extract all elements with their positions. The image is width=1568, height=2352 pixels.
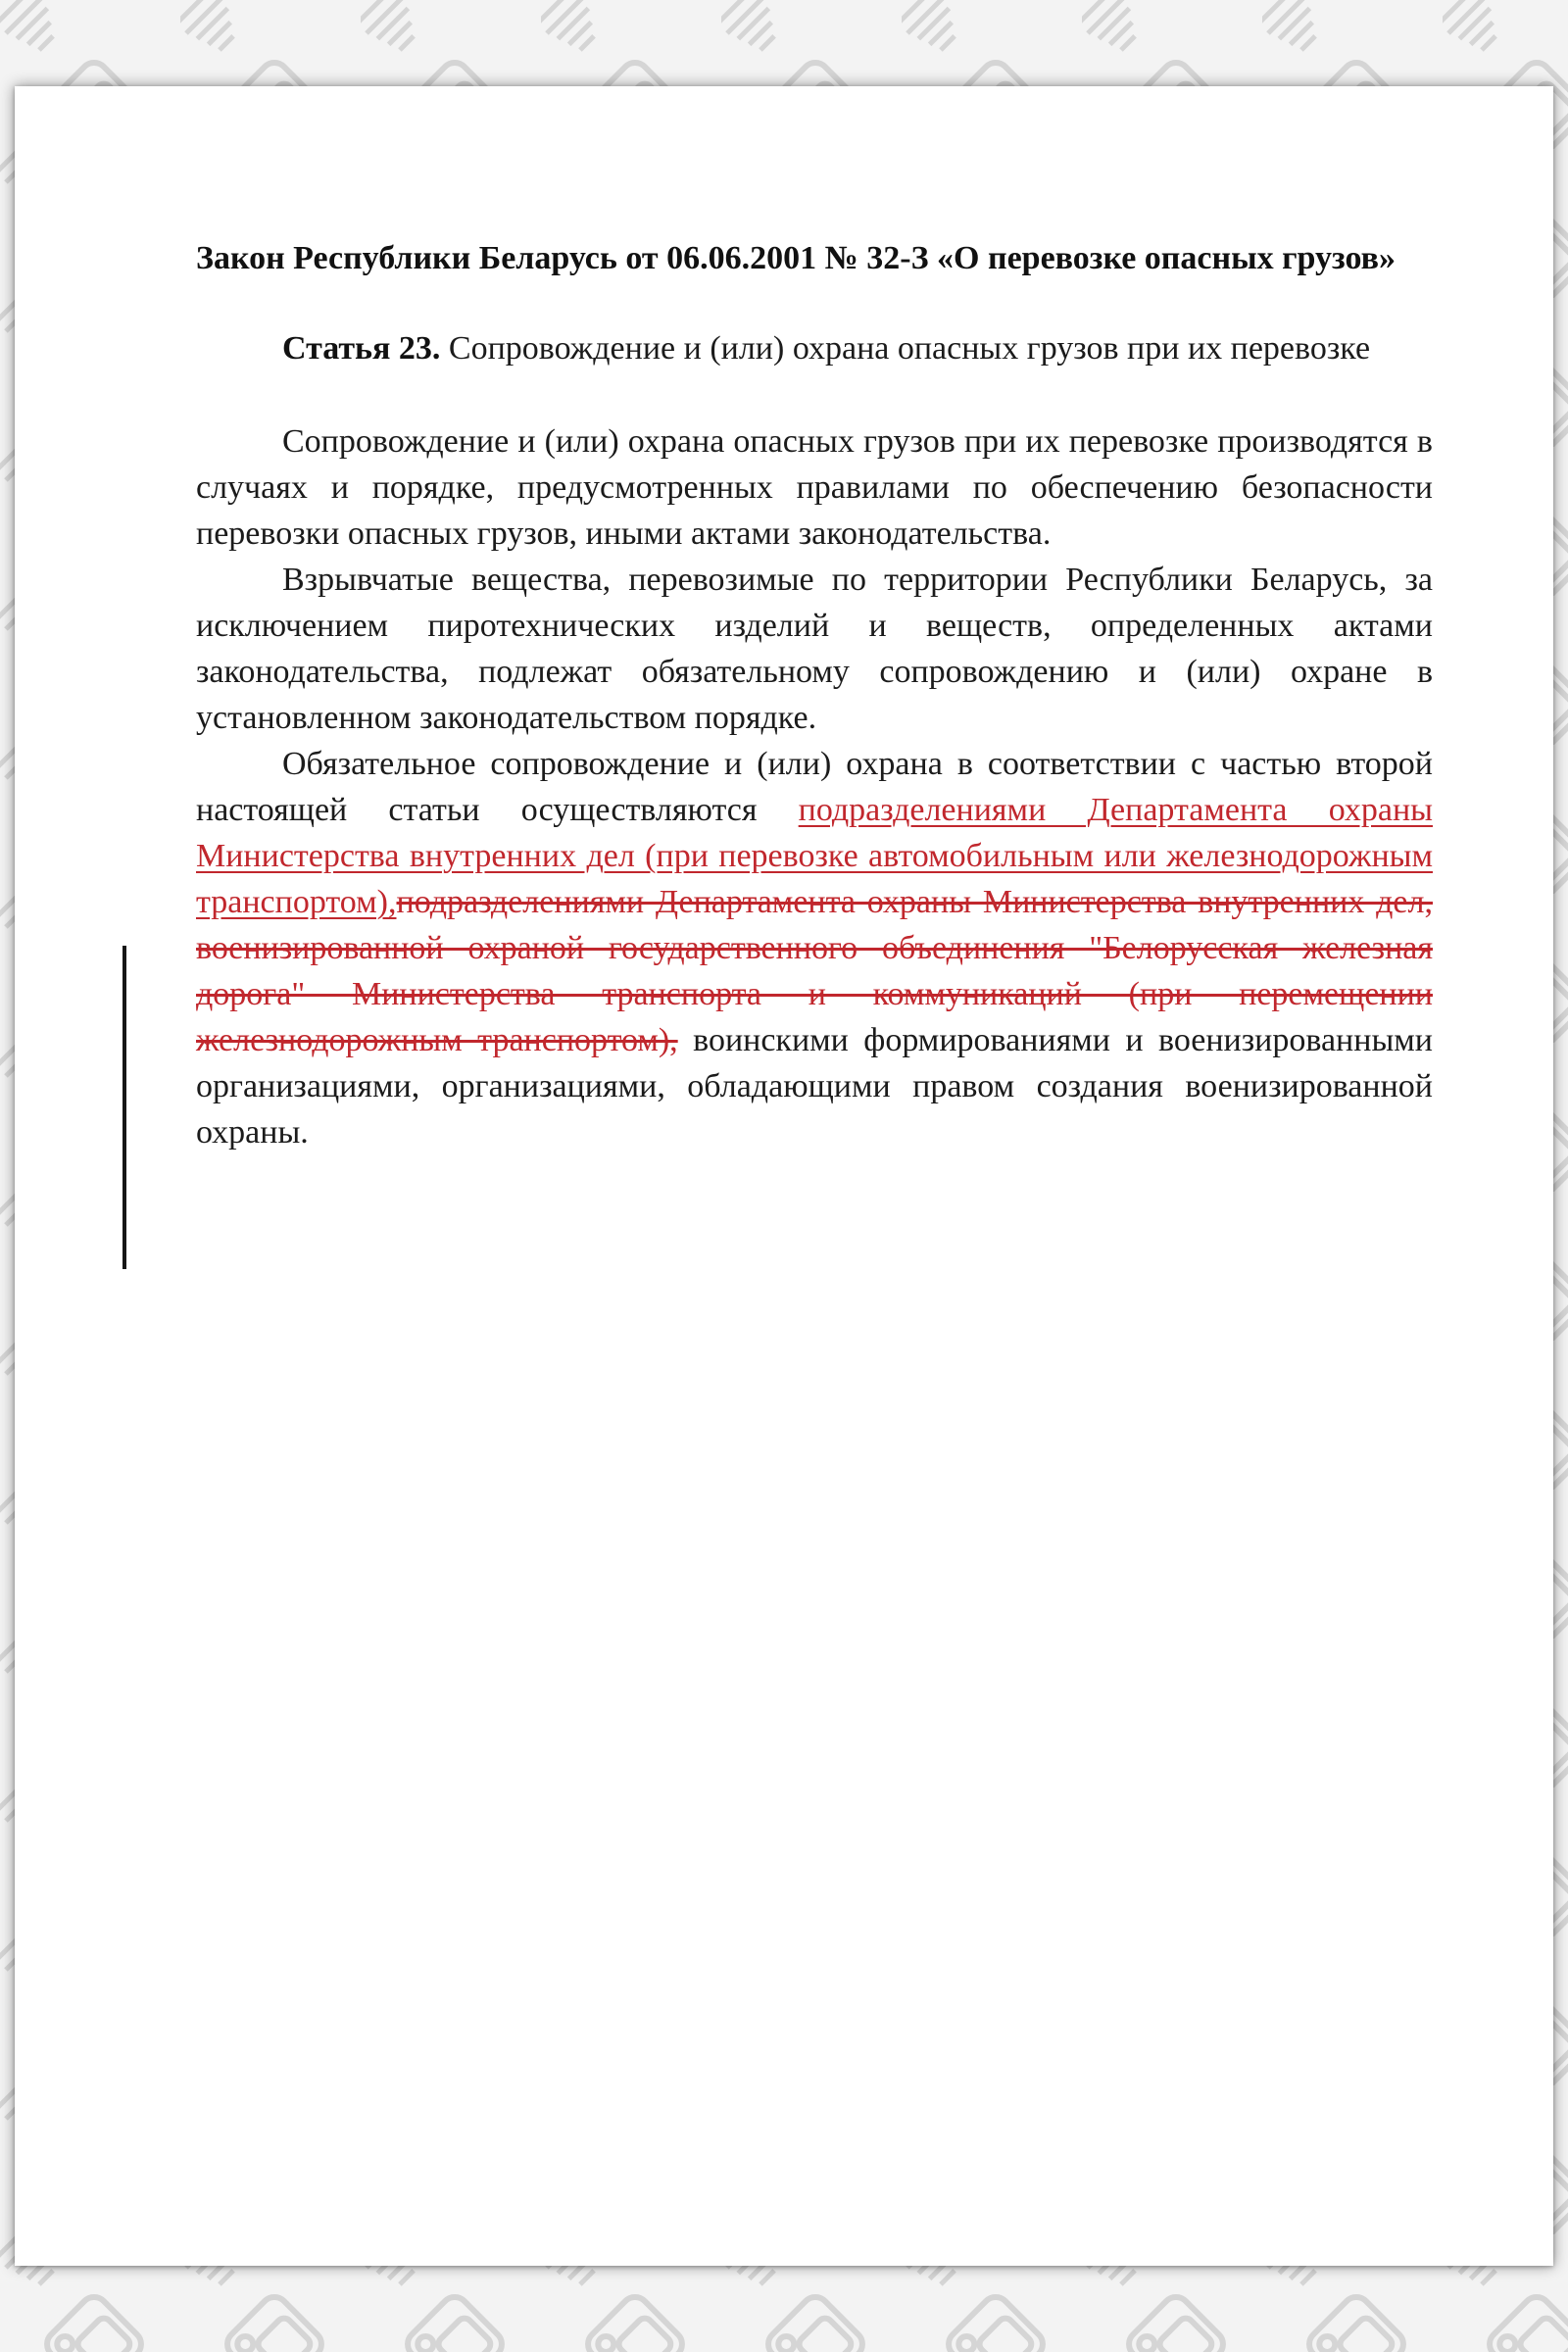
text-segment: воинскими формированиями и военизированными организациями, организациями, обладающими правом создания военизированной охраны.	[196, 1022, 1433, 1151]
article-number-label: Статья 23.	[282, 330, 441, 367]
paragraph	[196, 557, 1433, 741]
article-title-text: Сопровождение и (или) охрана опасных грузов при их перевозке	[448, 330, 1371, 367]
paragraph	[196, 741, 1433, 1155]
text-segment: Сопровождение и (или) охрана опасных грузов при их перевозке производятся в случаях и порядке, предусмотренных правилами по обеспечению безопасности перевозки опасных грузов, иными актами законодательства.	[196, 423, 1433, 552]
document-page	[15, 86, 1553, 2266]
article-heading	[196, 325, 1433, 371]
deleted-text: подразделениями Департамента охраны Министерства внутренних дел, военизированной охраной государственного объединения "Белорусская железная дорога" Министерства транспорта и коммуникаций (при перемещении железнодорожным транспортом),	[196, 884, 1433, 1058]
document-title: Закон Республики Беларусь от 06.06.2001 № 32-З «О перевозке опасных грузов»	[196, 240, 1396, 276]
inserted-text: подразделениями Департамента охраны Министерства внутренних дел (при перевозке автомобильным или железнодорожным транспортом),	[196, 792, 1433, 920]
paragraph	[196, 418, 1433, 557]
text-segment: Обязательное сопровождение и (или) охрана в соответствии с частью второй настоящей статьи осуществляются	[196, 746, 1433, 828]
paragraphs-container	[196, 418, 1433, 1155]
change-bar	[122, 946, 126, 1269]
document-content	[196, 235, 1433, 1155]
text-segment: Взрывчатые вещества, перевозимые по территории Республики Беларусь, за исключением пиротехнических изделий и веществ, определенных актами законодательства, подлежат обязательному сопровождению и (или) охране в установленном законодательством порядке.	[196, 562, 1433, 736]
